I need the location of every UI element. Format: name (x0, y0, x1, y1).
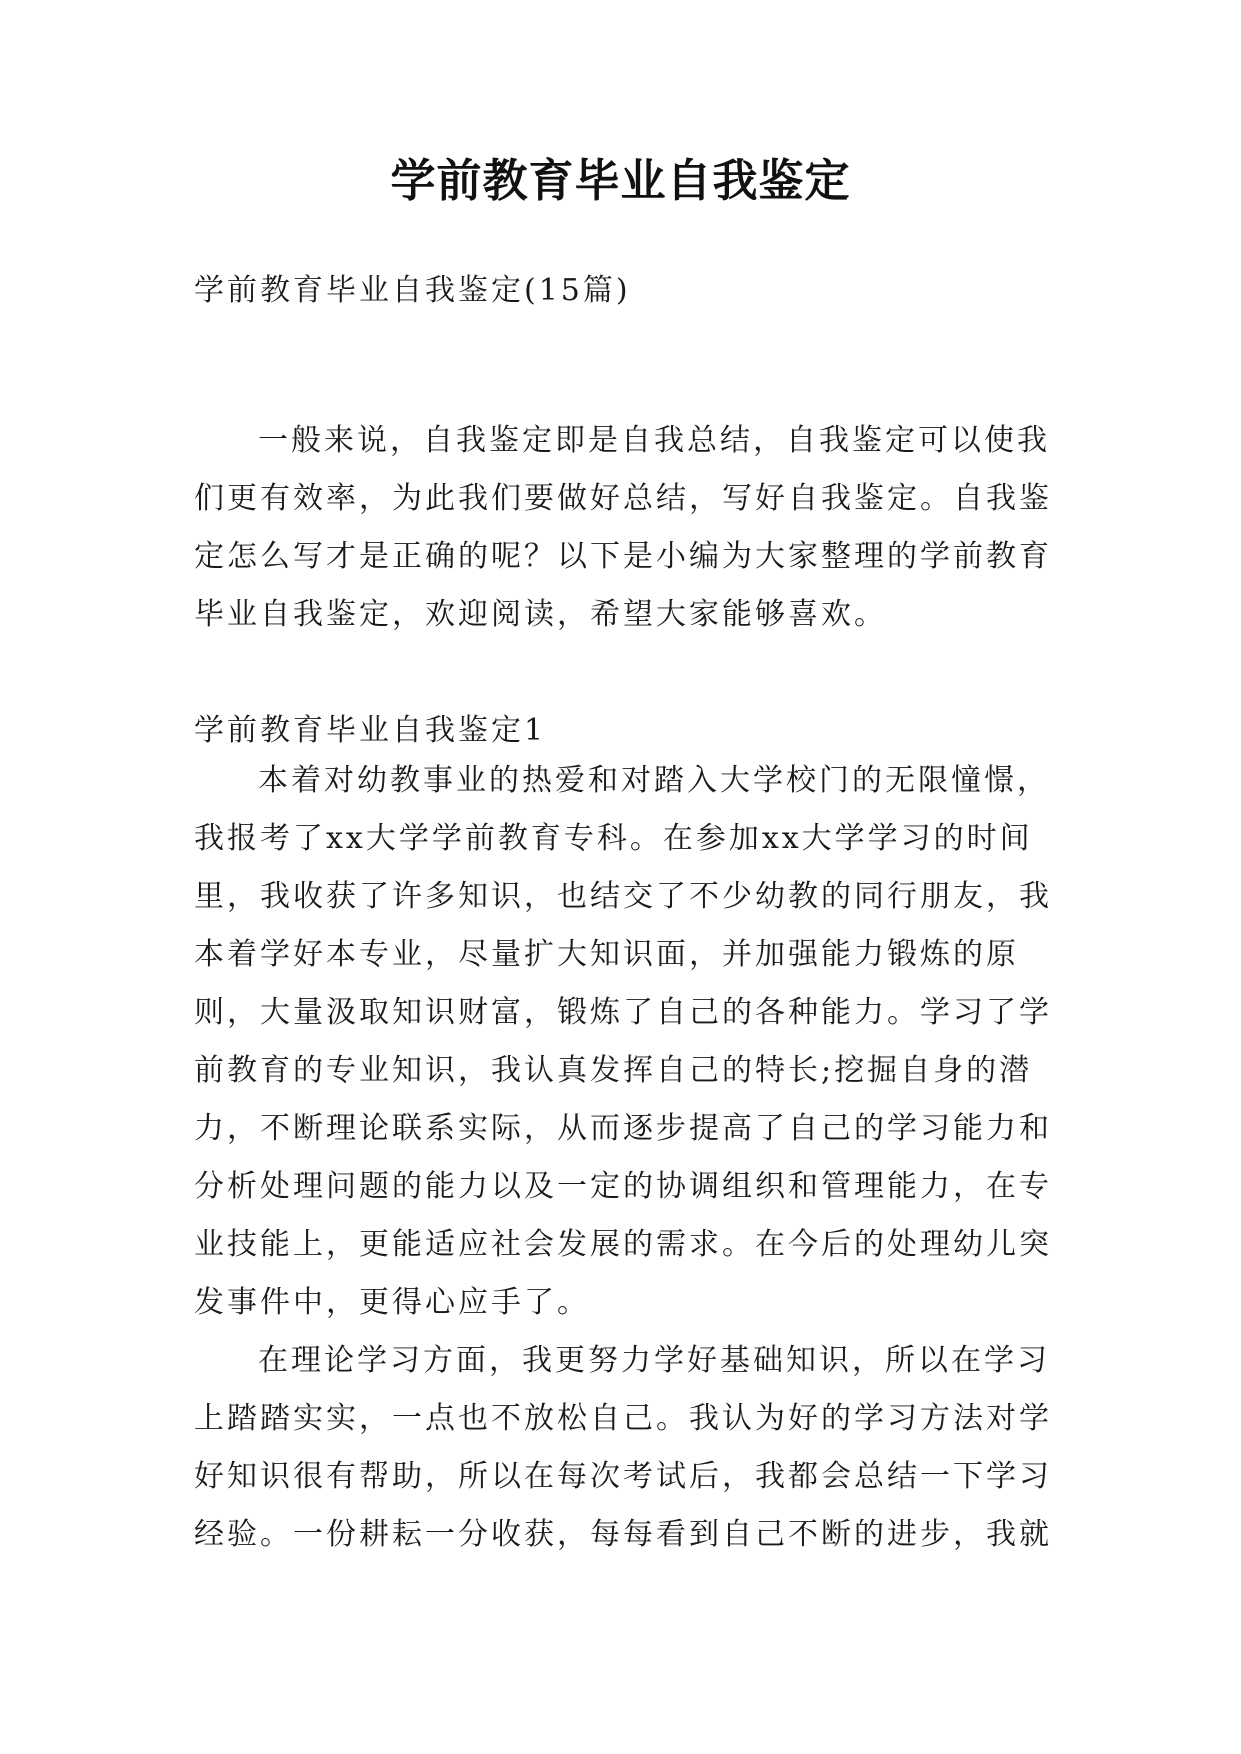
intro-paragraph: 一般来说，自我鉴定即是自我总结，自我鉴定可以使我们更有效率，为此我们要做好总结，写好自我鉴定。自我鉴定怎么写才是正确的呢？以下是小编为大家整理的学前教育毕业自我鉴定，欢迎阅读，希望大家能够喜欢。 (194, 423, 1052, 632)
document-subtitle: 学前教育毕业自我鉴定(15篇) (194, 273, 631, 308)
document-title: 学前教育毕业自我鉴定 (390, 154, 851, 207)
body-paragraph: 本着对幼教事业的热爱和对踏入大学校门的无限憧憬，我报考了xx大学学前教育专科。在参加xx大学学习的时间里，我收获了许多知识，也结交了不少幼教的同行朋友，我本着学好本专业，尽量扩大知识面，并加强能力锻炼的原则，大量汲取知识财富，锻炼了自己的各种能力。学习了学前教育的专业知识，我认真发挥自己的特长;挖掘自身的潜力，不断理论联系实际，从而逐步提高了自己的学习能力和分析处理问题的能力以及一定的协调组织和管理能力，在专业技能上，更能适应社会发展的需求。在今后的处理幼儿突发事件中，更得心应手了。 (194, 763, 1052, 1320)
section-heading: 学前教育毕业自我鉴定1 (194, 713, 547, 748)
body-paragraph: 在理论学习方面，我更努力学好基础知识，所以在学习上踏踏实实，一点也不放松自己。我认为好的学习方法对学好知识很有帮助，所以在每次考试后，我都会总结一下学习经验。一份耕耘一分收获，每每看到自己不断的进步，我就 (194, 1343, 1052, 1552)
